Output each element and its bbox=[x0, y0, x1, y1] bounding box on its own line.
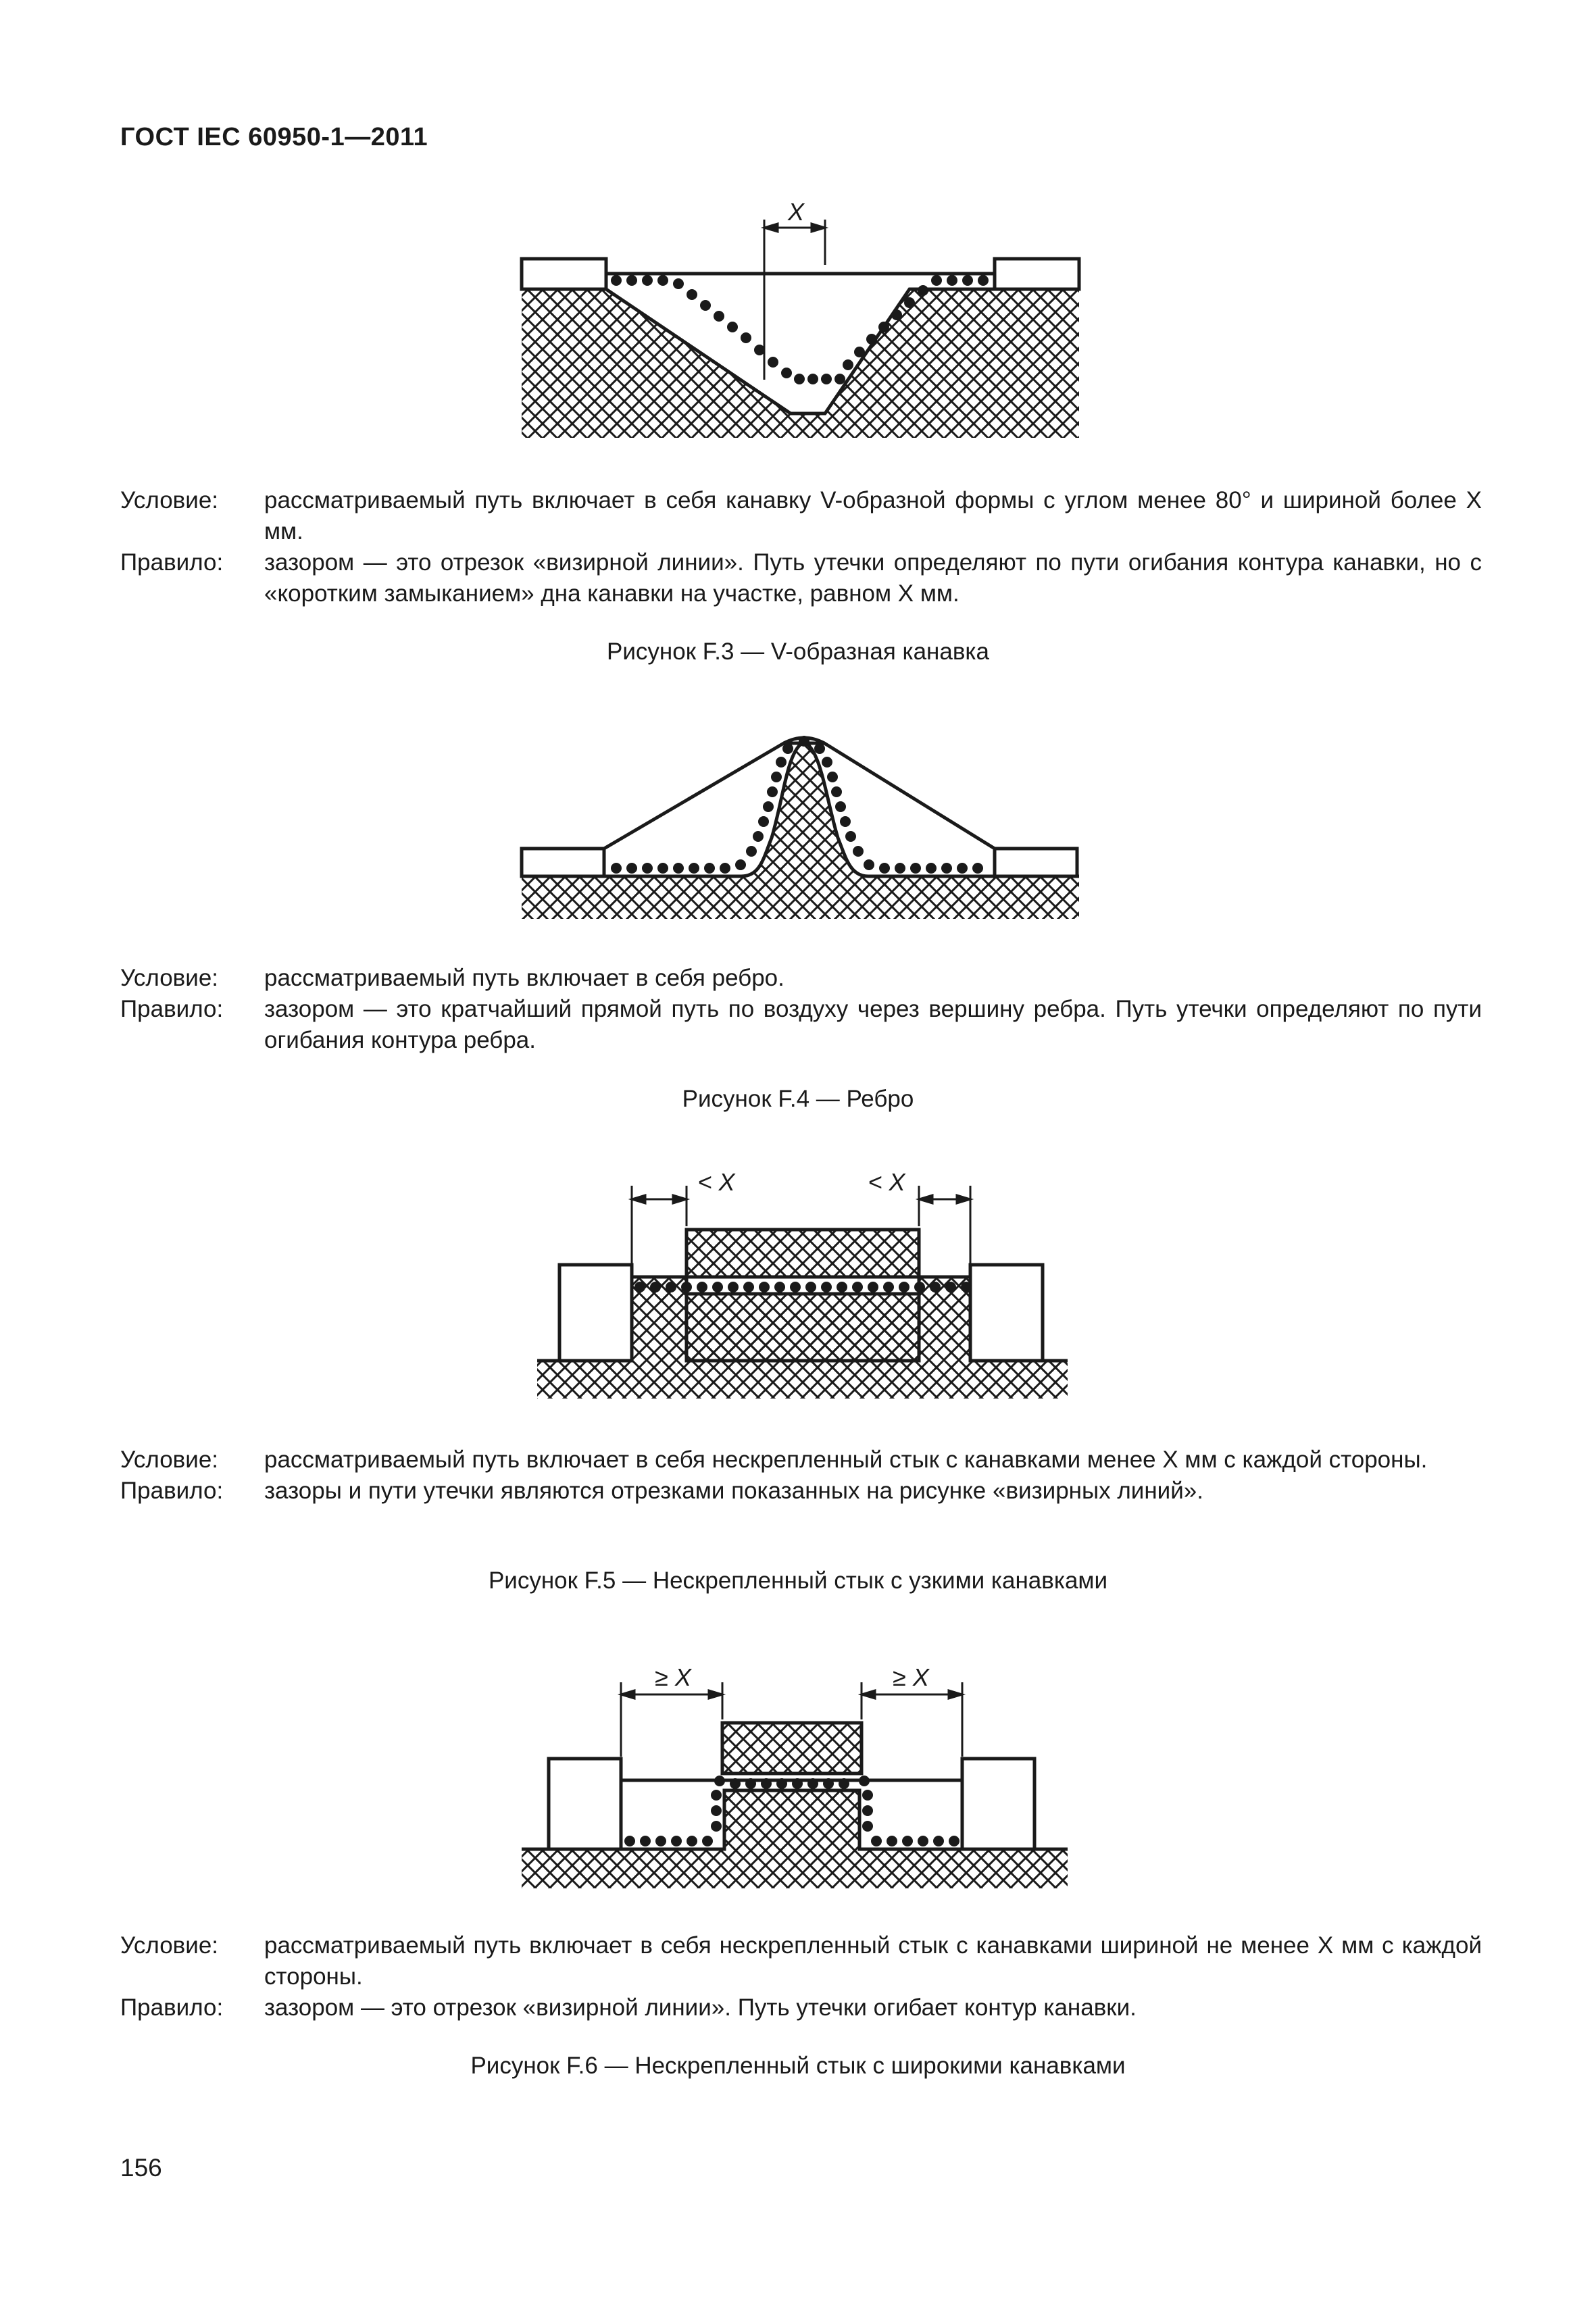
rule-text: зазоры и пути утечки являются отрезками показанных на рисунке «визирных линий». bbox=[264, 1478, 1203, 1504]
rule-label: Правило: bbox=[120, 1478, 224, 1504]
figure-f5-drawing bbox=[0, 1159, 1596, 1402]
figure-f3-notes bbox=[120, 485, 1482, 609]
figure-f6-drawing bbox=[0, 1649, 1596, 1892]
left-block bbox=[559, 1265, 632, 1361]
rule-row bbox=[120, 1992, 1482, 2023]
condition-label: Условие: bbox=[120, 1447, 219, 1473]
left-block bbox=[549, 1759, 621, 1849]
v-groove-body bbox=[522, 289, 1079, 438]
figure-f3-caption: Рисунок F.3 — V-образная канавка bbox=[607, 638, 989, 665]
right-plate bbox=[995, 259, 1079, 289]
figure-f4-caption: Рисунок F.4 — Ребро bbox=[682, 1086, 914, 1112]
top-cover-plate bbox=[687, 1230, 919, 1277]
condition-row bbox=[120, 963, 1482, 994]
rule-row bbox=[120, 547, 1482, 609]
right-plate bbox=[995, 849, 1077, 876]
figure-f6-notes bbox=[120, 1930, 1482, 2023]
rib-body bbox=[522, 742, 1079, 919]
condition-text: рассматриваемый путь включает в себя канавку V-образной формы с углом менее 80° и шириной более X мм. bbox=[264, 487, 1482, 545]
rule-row bbox=[120, 1476, 1482, 1507]
condition-label: Условие: bbox=[120, 487, 219, 513]
rule-text: зазором — это кратчайший прямой путь по воздуху через вершину ребра. Путь утечки определяют по пути огибания контура ребра. bbox=[264, 996, 1482, 1053]
figure-f5-notes bbox=[120, 1444, 1482, 1507]
document-header: ГОСТ IEC 60950-1—2011 bbox=[120, 123, 428, 151]
condition-row bbox=[120, 1930, 1482, 1992]
rule-label: Правило: bbox=[120, 996, 224, 1022]
figure-f5-caption: Рисунок F.5 — Нескрепленный стык с узкими канавками bbox=[488, 1567, 1108, 1594]
right-block bbox=[970, 1265, 1043, 1361]
figure-f6-caption: Рисунок F.6 — Нескрепленный стык с широкими канавками bbox=[470, 2053, 1126, 2079]
figure-f4-drawing bbox=[0, 723, 1596, 932]
page-number: 156 bbox=[120, 2154, 162, 2182]
figure-f4-notes bbox=[120, 963, 1482, 1056]
left-plate bbox=[522, 849, 604, 876]
rule-label: Правило: bbox=[120, 1994, 224, 2021]
dimension-x bbox=[764, 220, 825, 380]
dim-label-x: X bbox=[787, 203, 805, 226]
rule-row bbox=[120, 994, 1482, 1056]
top-cover-plate bbox=[722, 1723, 862, 1774]
rule-text: зазором — это отрезок «визирной линии». Путь утечки определяют по пути огибания контура канавки, но с «коротким замыканием» дна канавки на участке, равном X мм. bbox=[264, 549, 1482, 607]
figure-f3-drawing bbox=[0, 203, 1596, 446]
dim-label-right: ≥ X bbox=[893, 1663, 929, 1691]
creepage-dots bbox=[634, 1282, 972, 1292]
rule-text: зазором — это отрезок «визирной линии». Путь утечки огибает контур канавки. bbox=[264, 1994, 1137, 2021]
condition-text: рассматриваемый путь включает в себя нескрепленный стык с канавками шириной не менее X мм с каждой стороны. bbox=[264, 1932, 1482, 1990]
condition-text: рассматриваемый путь включает в себя ребро. bbox=[264, 965, 784, 991]
condition-label: Условие: bbox=[120, 965, 219, 991]
dim-label-left: < X bbox=[697, 1168, 735, 1196]
rule-label: Правило: bbox=[120, 549, 224, 576]
dim-label-right: < X bbox=[868, 1168, 905, 1196]
condition-row bbox=[120, 1444, 1482, 1476]
condition-label: Условие: bbox=[120, 1932, 219, 1959]
dim-label-left: ≥ X bbox=[655, 1663, 691, 1691]
condition-row bbox=[120, 485, 1482, 547]
right-block bbox=[962, 1759, 1034, 1849]
left-plate bbox=[522, 259, 606, 289]
condition-text: рассматриваемый путь включает в себя нескрепленный стык с канавками менее X мм с каждой стороны. bbox=[264, 1447, 1428, 1473]
